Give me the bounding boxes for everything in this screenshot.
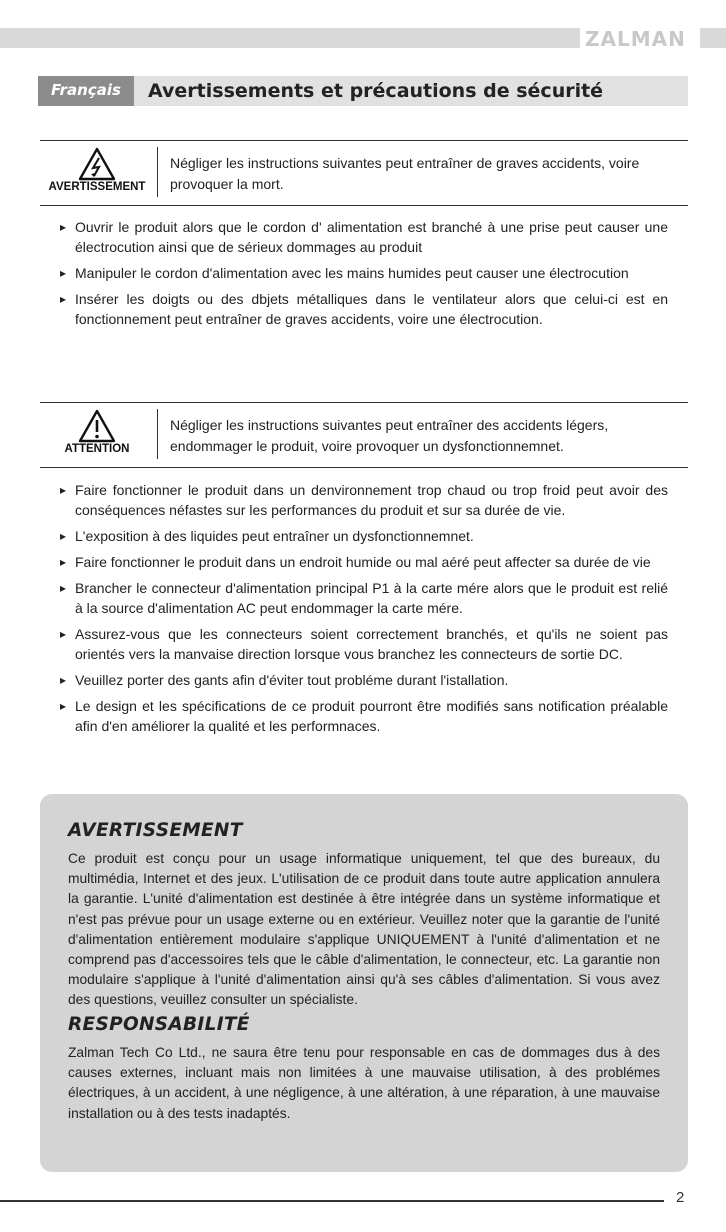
list-item: ▸ L'exposition à des liquides peut entraîner un dysfonctionnemnet.: [60, 526, 668, 546]
attention-divider: [157, 409, 158, 459]
list-item: ▸ Le design et les spécifications de ce produit pourront être modifiés sans notification préalable afin d'en améliorer la qualité et les performnaces.: [60, 696, 668, 736]
exclamation-hazard-icon: [78, 409, 116, 443]
warning-intro: Négliger les instructions suivantes peut entraîner de graves accidents, voire provoquer la mort.: [170, 155, 640, 192]
warning-icon-cell: [40, 141, 156, 205]
list-item: ▸ Veuillez porter des gants afin d'éviter tout probléme durant l'istallation.: [60, 670, 668, 690]
header-bar-right: [700, 28, 726, 48]
page-title: Avertissements et précautions de sécurité: [148, 80, 604, 102]
list-item: ▸ Faire fonctionner le produit dans un endroit humide ou mal aéré peut affecter sa durée de vie: [60, 552, 668, 572]
panel-liability-heading: RESPONSABILITÉ: [68, 1014, 250, 1035]
warning-label: AVERTISSEMENT: [48, 181, 146, 193]
list-item: ▸ Brancher le connecteur d'alimentation principal P1 à la carte mére alors que le produit est relié à la source d'alimentation AC peut endommager la carte mére.: [60, 578, 668, 618]
attention-icon-cell: [40, 403, 156, 467]
attention-intro: Négliger les instructions suivantes peut entraîner des accidents légers, endommager le produit, voire provoquer un dysfonctionnemnet.: [170, 417, 609, 454]
header-bar-left: [0, 28, 580, 48]
warning-list: [60, 217, 668, 335]
section-heading: [38, 76, 688, 106]
warning-box: [40, 140, 688, 206]
info-panel: [40, 794, 688, 1172]
panel-liability-text: Zalman Tech Co Ltd., ne saura être tenu pour responsable en cas de dommages dus à des causes externes, incluant mais non limitées à une mauvaise utilisation, à des problémes électriques, à un accident, à une négligence, à une altération, à une réparation, à une mauvaise installation ou à des tests inadaptés.: [68, 1045, 660, 1121]
panel-warning-heading: AVERTISSEMENT: [68, 820, 243, 841]
warning-divider: [157, 147, 158, 197]
brand-logo: ZALMAN: [585, 27, 686, 51]
attention-list: [60, 480, 668, 742]
list-item: ▸ Ouvrir le produit alors que le cordon d' alimentation est branché à une prise peut causer une électrocution ainsi que de sérieux dommages au produit: [60, 217, 668, 257]
panel-warning-text: Ce produit est conçu pour un usage informatique uniquement, tel que des bureaux, du multimédia, Internet et des jeux. L'utilisation de ce produit dans toute autre application annulera la garantie. L'unité d'alimentation est destinée à être intégrée dans un système informatique et n'est pas prévue pour un usage externe ou en extérieur. Veuillez noter que la garantie de l'unité d'alimentation entièrement modulaire s'applique UNIQUEMENT à l'unité d'alimentation et ne comprend pas d'accessoires tels que le câble d'alimentation, le connecteur, etc. La garantie non modulaire s'applique à l'unité d'alimentation ainsi qu'à ses câbles d'alimentation. Si vous avez des questions, veuillez consulter un spécialiste.: [68, 851, 660, 1008]
page-number: 2: [676, 1189, 685, 1206]
header-bar: [0, 27, 726, 51]
attention-label: ATTENTION: [64, 443, 130, 455]
electric-hazard-icon: [78, 147, 116, 181]
footer-rule: [0, 1200, 664, 1202]
list-item: ▸ Faire fonctionner le produit dans un denvironnement trop chaud ou trop froid peut avoir des conséquences néfastes sur les performances du produit et sur sa durée de vie.: [60, 480, 668, 520]
list-item: ▸ Manipuler le cordon d'alimentation avec les mains humides peut causer une électrocution: [60, 263, 668, 283]
list-item: ▸ Assurez-vous que les connecteurs soient correctement branchés, et qu'ils ne soient pas orientés vers la manvaise direction lorsque vous branchez les connecteurs de sortie DC.: [60, 624, 668, 664]
language-tag: Français: [38, 76, 134, 106]
attention-box: [40, 402, 688, 468]
list-item: ▸ Insérer les doigts ou des dbjets métalliques dans le ventilateur alors que celui-ci est en fonctionnement peut entraîner de graves accidents, voire une électrocution.: [60, 289, 668, 329]
